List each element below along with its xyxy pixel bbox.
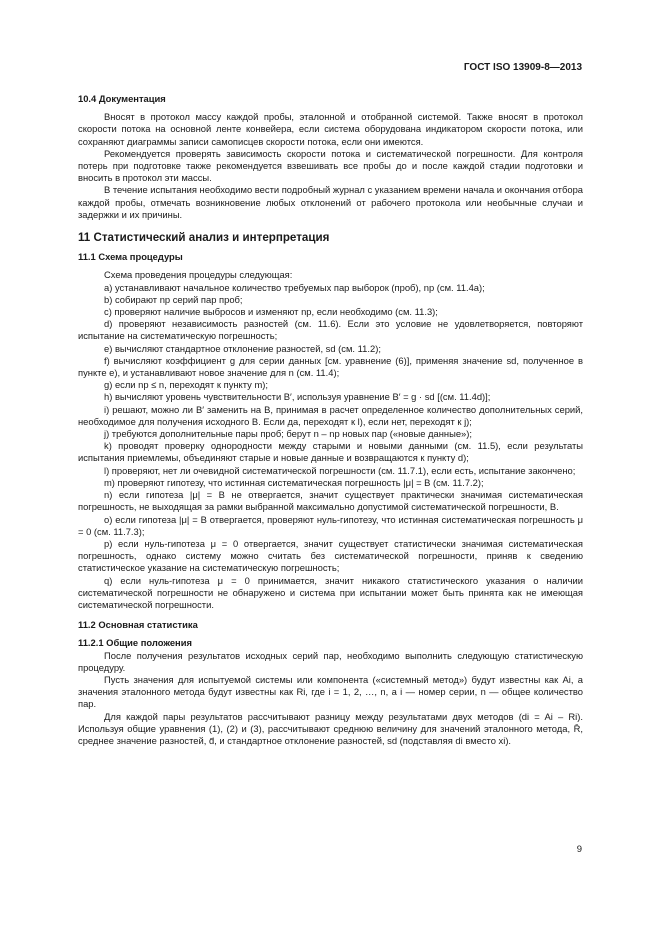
paragraph: Пусть значения для испытуемой системы или компонента («системный метод») будут известны как Ai, а значения эталонного метода будут известны как Ri, где i = 1, 2, …, n, а i — номер серии, n — общее количество пар. <box>78 673 583 710</box>
list-item-p: p) если нуль-гипотеза μ = 0 отвергается, значит существует статистически значимая систематическая погрешность, однако систему можно считать без систематической погрешности, приняв к сведению статистическое указание на систематическую погрешность; <box>78 537 583 574</box>
list-item-d: d) проверяют независимость разностей (см. 11.6). Если это условие не удовлетворяется, повторяют испытание на систематическую погрешность; <box>78 318 583 342</box>
paragraph: Вносят в протокол массу каждой пробы, эталонной и отобранной системой. Также вносят в протокол скорости потока на основной ленте конвейера, если система оборудована индикатором скорости потока, или сохраняют диаграммы записи самописцев скорости потока, если они имеются. <box>78 111 583 147</box>
paragraph: Рекомендуется проверять зависимость скорости потока и систематической погрешности. Для контроля потерь при подготовке также рекомендуется взвешивать все пробы до и после каждой стадии подготовки и вносить в протокол эти массы. <box>78 147 583 184</box>
list-item-m: m) проверяют гипотезу, что истинная систематическая погрешность |μ| = B (см. 11.7.2); <box>104 476 484 488</box>
page-content <box>78 93 583 747</box>
list-item-b: b) собирают nр серий пар проб; <box>104 293 243 305</box>
list-item-o: o) если гипотеза |μ| = B отвергается, проверяют нуль-гипотезу, что истинная систематическая погрешность μ = 0 (см. 11.7.3); <box>78 513 583 537</box>
list-item-c: c) проверяют наличие выбросов и изменяют nр, если необходимо (см. 11.3); <box>104 306 438 318</box>
list-item-h: h) вычисляют уровень чувствительности B′, используя уравнение B′ = g · sd [(см. 11.4d)]; <box>104 391 491 403</box>
list-item-a: a) устанавливают начальное количество требуемых пар выборок (проб), nр (см. 11.4а); <box>104 281 485 293</box>
section-heading-10-4: 10.4 Документация <box>78 93 166 104</box>
section-heading-11-1: 11.1 Схема процедуры <box>78 251 183 263</box>
list-item-k: k) проводят проверку однородности между старыми и новыми данными (см. 11.5), если результаты испытания приемлемы, объединяют старые и новые данные и возвращаются к пункту d); <box>78 440 583 464</box>
list-item-i: i) решают, можно ли B′ заменить на B, принимая в расчет определенное количество дополнительных серий, необходимое для получения исходного B. Если да, переходят к l), если нет, переходят к j); <box>78 403 583 427</box>
list-item-j: j) требуются дополнительные пары проб; берут n – nр новых пар («новые данные»); <box>104 428 472 440</box>
section-heading-11-2: 11.2 Основная статистика <box>78 619 198 631</box>
list-item-e: e) вычисляют стандартное отклонение разностей, sd (см. 11.2); <box>104 342 381 354</box>
chapter-heading-11: 11 Статистический анализ и интерпретация <box>78 231 330 245</box>
paragraph: Для каждой пары результатов рассчитывают разницу между результатами двух методов (di = Ai – Ri). Используя общие уравнения (1), (2) и (3), рассчитывают среднюю величину для значений эталонного метода, R̄, среднее значение разностей, d̄, и стандартное отклонение разностей, sd (подставляя di вместо xi). <box>78 710 583 746</box>
list-item-f: f) вычисляют коэффициент g для серии данных [см. уравнение (6)], применяя значение sd, полученное в пункте e), и устанавливают новое значение для n (см. 11.4); <box>78 354 583 379</box>
list-item-n: n) если гипотеза |μ| = B не отвергается, значит существует практически значимая систематическая погрешность, не выходящая за рамки выбранной максимально допустимой систематической погрешности, B. <box>78 489 583 513</box>
page-number: 9 <box>576 844 582 855</box>
subsection-heading-11-2-1: 11.2.1 Общие положения <box>78 637 192 649</box>
paragraph: Схема проведения процедуры следующая: <box>104 269 293 281</box>
list-item-q: q) если нуль-гипотеза μ = 0 принимается, значит никакого статистического указания о наличии систематической погрешности не обнаружено и система при испытании может быть принята как не имеющая систематической погрешности. <box>78 574 583 610</box>
paragraph: В течение испытания необходимо вести подробный журнал с указанием времени начала и окончания отбора каждой пробы, отмечать возникновение любых отклонений от рабочего протокола или необычные случаи и задержки и их причины. <box>78 184 583 220</box>
paragraph: После получения результатов исходных серий пар, необходимо выполнить следующую статистическую процедуру. <box>78 649 583 673</box>
list-item-g: g) если nр ≤ n, переходят к пункту m); <box>104 379 268 391</box>
standard-header: ГОСТ ISO 13909-8—2013 <box>463 62 582 73</box>
list-item-l: l) проверяют, нет ли очевидной систематической погрешности (см. 11.7.1), если есть, испытание закончено; <box>104 464 576 476</box>
